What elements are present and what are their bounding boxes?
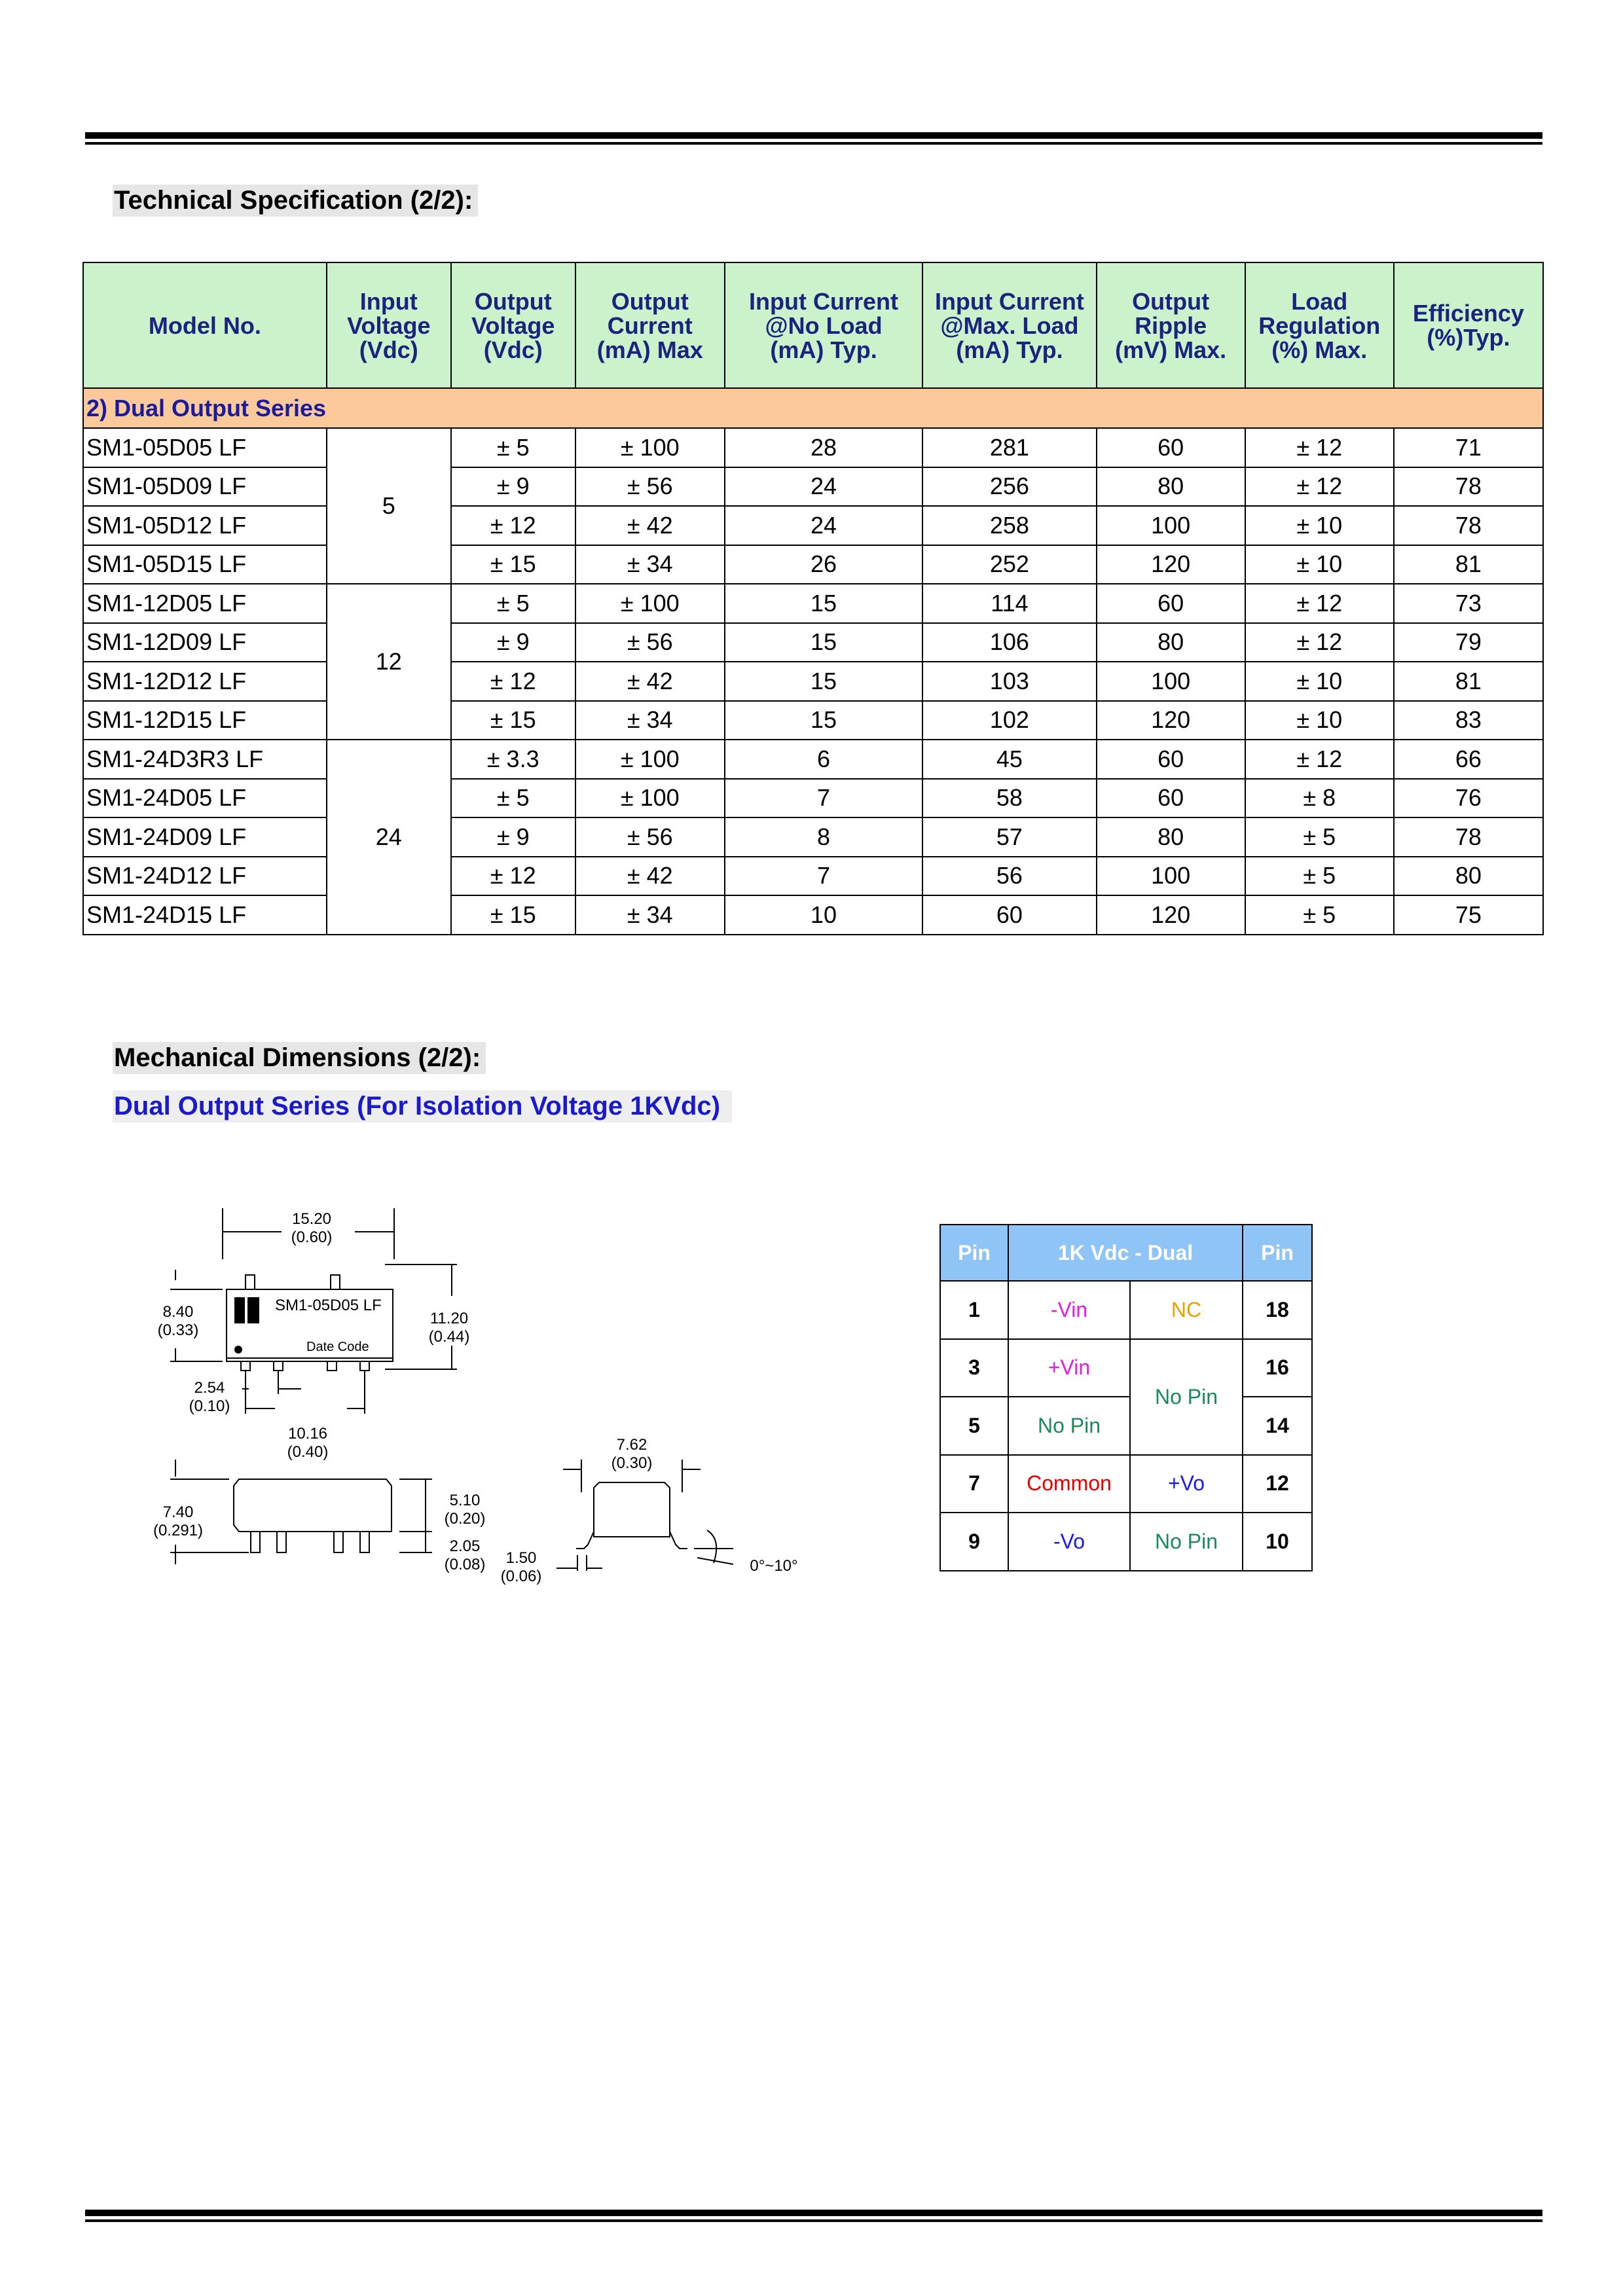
- efficiency-cell: 79: [1394, 623, 1543, 662]
- pin-row: [940, 1513, 1312, 1571]
- model-cell: SM1-05D15 LF: [83, 545, 327, 584]
- dim-lead-span: 7.62: [616, 1436, 647, 1454]
- pin-function: No Pin: [1130, 1339, 1243, 1455]
- header-model: Model No.: [83, 262, 327, 388]
- dim-side-right-in: (0.44): [428, 1328, 470, 1346]
- header-output-voltage: Output Voltage (Vdc): [451, 262, 575, 388]
- dim-pitch: 2.54: [194, 1379, 225, 1397]
- output-current-cell: ± 100: [575, 779, 725, 818]
- input-current-noload-cell: 24: [725, 467, 922, 507]
- load-regulation-cell: ± 10: [1245, 545, 1394, 584]
- input-current-noload-cell: 28: [725, 428, 922, 467]
- pin-row: [940, 1281, 1312, 1339]
- header-efficiency: Efficiency (%)Typ.: [1394, 262, 1543, 388]
- input-current-maxload-cell: 103: [922, 662, 1096, 701]
- spec-row: [83, 895, 1543, 935]
- spec-row: [83, 584, 1543, 623]
- model-cell: SM1-12D09 LF: [83, 623, 327, 662]
- spec-row: [83, 623, 1543, 662]
- efficiency-cell: 76: [1394, 779, 1543, 818]
- efficiency-cell: 78: [1394, 817, 1543, 857]
- spec-row: [83, 857, 1543, 896]
- model-cell: SM1-24D15 LF: [83, 895, 327, 935]
- efficiency-cell: 81: [1394, 545, 1543, 584]
- dim-front-height: 7.40: [162, 1503, 194, 1521]
- output-current-cell: ± 34: [575, 545, 725, 584]
- pin1-dot-icon: [234, 1346, 242, 1354]
- bottom-rule: [85, 2210, 1542, 2222]
- output-voltage-cell: ± 5: [451, 779, 575, 818]
- part-label: SM1-05D05 LF: [275, 1297, 382, 1314]
- efficiency-cell: 81: [1394, 662, 1543, 701]
- output-ripple-cell: 60: [1097, 779, 1245, 818]
- output-current-cell: ± 100: [575, 428, 725, 467]
- header-input-current-noload: Input Current @No Load (mA) Typ.: [725, 262, 922, 388]
- dim-row-span-in: (0.40): [287, 1443, 329, 1461]
- model-cell: SM1-24D09 LF: [83, 817, 327, 857]
- output-ripple-cell: 80: [1097, 817, 1245, 857]
- output-voltage-cell: ± 5: [451, 584, 575, 623]
- header-input-current-maxload: Input Current @Max. Load (mA) Typ.: [922, 262, 1096, 388]
- output-ripple-cell: 80: [1097, 467, 1245, 507]
- spec-section-title: Technical Specification (2/2):: [113, 185, 478, 217]
- output-ripple-cell: 100: [1097, 857, 1245, 896]
- model-cell: SM1-24D3R3 LF: [83, 740, 327, 779]
- pin-table: [939, 1224, 1313, 1571]
- drawing-labels: [153, 1210, 798, 1585]
- dim-row-span: 10.16: [287, 1425, 328, 1443]
- input-current-maxload-cell: 45: [922, 740, 1096, 779]
- spec-row: [83, 701, 1543, 740]
- pin-function: NC: [1130, 1281, 1243, 1339]
- model-cell: SM1-24D12 LF: [83, 857, 327, 896]
- output-voltage-cell: ± 15: [451, 895, 575, 935]
- input-current-noload-cell: 15: [725, 662, 922, 701]
- load-regulation-cell: ± 12: [1245, 740, 1394, 779]
- mech-section-title: Mechanical Dimensions (2/2):: [113, 1042, 486, 1074]
- pin-row: [940, 1455, 1312, 1513]
- load-regulation-cell: ± 12: [1245, 467, 1394, 507]
- logo-icon: [234, 1297, 245, 1323]
- pin-function: Common: [1008, 1455, 1130, 1513]
- input-current-maxload-cell: 106: [922, 623, 1096, 662]
- pin-row: [940, 1397, 1312, 1455]
- pin-function: No Pin: [1008, 1397, 1130, 1455]
- output-ripple-cell: 60: [1097, 584, 1245, 623]
- efficiency-cell: 75: [1394, 895, 1543, 935]
- input-voltage-cell: 5: [327, 428, 451, 584]
- spec-row: [83, 506, 1543, 545]
- output-ripple-cell: 60: [1097, 740, 1245, 779]
- pin-number: 3: [940, 1339, 1008, 1397]
- model-cell: SM1-05D09 LF: [83, 467, 327, 507]
- pin-number: 14: [1243, 1397, 1312, 1455]
- output-voltage-cell: ± 9: [451, 817, 575, 857]
- dim-front-height-in: (0.291): [153, 1522, 204, 1539]
- pin-row: [940, 1339, 1312, 1397]
- pin-number: 7: [940, 1455, 1008, 1513]
- output-current-cell: ± 56: [575, 623, 725, 662]
- dim-body-h-in: (0.20): [444, 1510, 486, 1528]
- model-cell: SM1-12D12 LF: [83, 662, 327, 701]
- output-voltage-cell: ± 12: [451, 857, 575, 896]
- load-regulation-cell: ± 10: [1245, 662, 1394, 701]
- input-current-maxload-cell: 57: [922, 817, 1096, 857]
- load-regulation-cell: ± 10: [1245, 701, 1394, 740]
- output-voltage-cell: ± 12: [451, 506, 575, 545]
- spec-row: [83, 467, 1543, 507]
- header-output-ripple: Output Ripple (mV) Max.: [1097, 262, 1245, 388]
- output-current-cell: ± 42: [575, 662, 725, 701]
- header-load-regulation: Load Regulation (%) Max.: [1245, 262, 1394, 388]
- load-regulation-cell: ± 12: [1245, 584, 1394, 623]
- efficiency-cell: 66: [1394, 740, 1543, 779]
- input-current-maxload-cell: 114: [922, 584, 1096, 623]
- mechanical-drawing: [144, 1204, 831, 1610]
- output-ripple-cell: 120: [1097, 545, 1245, 584]
- input-current-maxload-cell: 258: [922, 506, 1096, 545]
- load-regulation-cell: ± 12: [1245, 623, 1394, 662]
- input-current-maxload-cell: 102: [922, 701, 1096, 740]
- spec-row: [83, 740, 1543, 779]
- dim-top-width: 15.20: [291, 1210, 332, 1228]
- efficiency-cell: 83: [1394, 701, 1543, 740]
- dim-side-left: 8.40: [162, 1303, 194, 1321]
- output-current-cell: ± 42: [575, 857, 725, 896]
- pin-number: 5: [940, 1397, 1008, 1455]
- spec-row: [83, 779, 1543, 818]
- pin-number: 18: [1243, 1281, 1312, 1339]
- pin-header-right: Pin: [1243, 1225, 1312, 1281]
- input-current-noload-cell: 7: [725, 857, 922, 896]
- model-cell: SM1-12D15 LF: [83, 701, 327, 740]
- input-current-noload-cell: 10: [725, 895, 922, 935]
- dim-lead-span-in: (0.30): [611, 1454, 653, 1472]
- dim-foot: 1.50: [505, 1549, 537, 1567]
- pin-number: 9: [940, 1513, 1008, 1571]
- input-current-noload-cell: 26: [725, 545, 922, 584]
- pin-function: -Vo: [1008, 1513, 1130, 1571]
- header-input-voltage: Input Voltage (Vdc): [327, 262, 451, 388]
- dim-side-left-in: (0.33): [157, 1321, 199, 1339]
- dim-side-right: 11.20: [429, 1310, 469, 1327]
- output-current-cell: ± 100: [575, 584, 725, 623]
- output-ripple-cell: 60: [1097, 428, 1245, 467]
- output-ripple-cell: 80: [1097, 623, 1245, 662]
- output-current-cell: ± 56: [575, 817, 725, 857]
- spec-header-row: [83, 262, 1543, 388]
- top-rule: [85, 132, 1542, 145]
- mech-subtitle: Dual Output Series (For Isolation Voltage 1KVdc): [113, 1090, 732, 1122]
- efficiency-cell: 78: [1394, 467, 1543, 507]
- output-voltage-cell: ± 5: [451, 428, 575, 467]
- input-current-maxload-cell: 56: [922, 857, 1096, 896]
- input-voltage-cell: 24: [327, 740, 451, 935]
- load-regulation-cell: ± 5: [1245, 857, 1394, 896]
- output-current-cell: ± 34: [575, 895, 725, 935]
- spec-table: [82, 262, 1544, 935]
- pin-header-function: 1K Vdc - Dual: [1008, 1225, 1243, 1281]
- series-label: 2) Dual Output Series: [83, 388, 1543, 428]
- load-regulation-cell: ± 12: [1245, 428, 1394, 467]
- load-regulation-cell: ± 8: [1245, 779, 1394, 818]
- dim-pin-h-in: (0.08): [444, 1556, 486, 1573]
- output-current-cell: ± 42: [575, 506, 725, 545]
- output-ripple-cell: 120: [1097, 895, 1245, 935]
- dim-top-width-in: (0.60): [291, 1229, 333, 1246]
- spec-row: [83, 545, 1543, 584]
- pin-function: -Vin: [1008, 1281, 1130, 1339]
- pin-function: +Vo: [1130, 1455, 1243, 1513]
- pin-header-left: Pin: [940, 1225, 1008, 1281]
- logo-icon-b: [247, 1297, 259, 1323]
- front-view: [170, 1460, 432, 1564]
- input-current-noload-cell: 8: [725, 817, 922, 857]
- model-cell: SM1-24D05 LF: [83, 779, 327, 818]
- date-code-label: Date Code: [306, 1340, 369, 1354]
- input-current-noload-cell: 15: [725, 623, 922, 662]
- efficiency-cell: 73: [1394, 584, 1543, 623]
- series-row: [83, 388, 1543, 428]
- output-voltage-cell: ± 15: [451, 545, 575, 584]
- dim-body-h: 5.10: [449, 1492, 481, 1509]
- output-current-cell: ± 34: [575, 701, 725, 740]
- efficiency-cell: 78: [1394, 506, 1543, 545]
- output-current-cell: ± 56: [575, 467, 725, 507]
- model-cell: SM1-05D12 LF: [83, 506, 327, 545]
- load-regulation-cell: ± 5: [1245, 817, 1394, 857]
- output-voltage-cell: ± 12: [451, 662, 575, 701]
- output-current-cell: ± 100: [575, 740, 725, 779]
- dim-foot-in: (0.06): [500, 1568, 542, 1585]
- load-regulation-cell: ± 5: [1245, 895, 1394, 935]
- load-regulation-cell: ± 10: [1245, 506, 1394, 545]
- dim-pitch-in: (0.10): [189, 1397, 230, 1415]
- dim-angle: 0°~10°: [750, 1557, 798, 1575]
- output-voltage-cell: ± 9: [451, 467, 575, 507]
- input-current-noload-cell: 15: [725, 584, 922, 623]
- output-voltage-cell: ± 3.3: [451, 740, 575, 779]
- efficiency-cell: 71: [1394, 428, 1543, 467]
- input-current-maxload-cell: 60: [922, 895, 1096, 935]
- pin-number: 16: [1243, 1339, 1312, 1397]
- input-current-maxload-cell: 58: [922, 779, 1096, 818]
- input-current-maxload-cell: 252: [922, 545, 1096, 584]
- model-cell: SM1-05D05 LF: [83, 428, 327, 467]
- spec-row: [83, 817, 1543, 857]
- input-current-noload-cell: 7: [725, 779, 922, 818]
- efficiency-cell: 80: [1394, 857, 1543, 896]
- input-current-noload-cell: 6: [725, 740, 922, 779]
- output-ripple-cell: 100: [1097, 662, 1245, 701]
- pin-number: 12: [1243, 1455, 1312, 1513]
- pin-function: No Pin: [1130, 1513, 1243, 1571]
- output-voltage-cell: ± 9: [451, 623, 575, 662]
- model-cell: SM1-12D05 LF: [83, 584, 327, 623]
- pin-function: +Vin: [1008, 1339, 1130, 1397]
- input-current-noload-cell: 15: [725, 701, 922, 740]
- output-ripple-cell: 100: [1097, 506, 1245, 545]
- pin-header-row: [940, 1225, 1312, 1281]
- input-current-noload-cell: 24: [725, 506, 922, 545]
- pin-number: 10: [1243, 1513, 1312, 1571]
- pin-number: 1: [940, 1281, 1008, 1339]
- side-view: [556, 1460, 733, 1571]
- spec-row: [83, 662, 1543, 701]
- input-current-maxload-cell: 256: [922, 467, 1096, 507]
- spec-row: [83, 428, 1543, 467]
- input-current-maxload-cell: 281: [922, 428, 1096, 467]
- header-output-current: Output Current (mA) Max: [575, 262, 725, 388]
- dim-pin-h: 2.05: [449, 1537, 481, 1555]
- input-voltage-cell: 12: [327, 584, 451, 740]
- output-ripple-cell: 120: [1097, 701, 1245, 740]
- output-voltage-cell: ± 15: [451, 701, 575, 740]
